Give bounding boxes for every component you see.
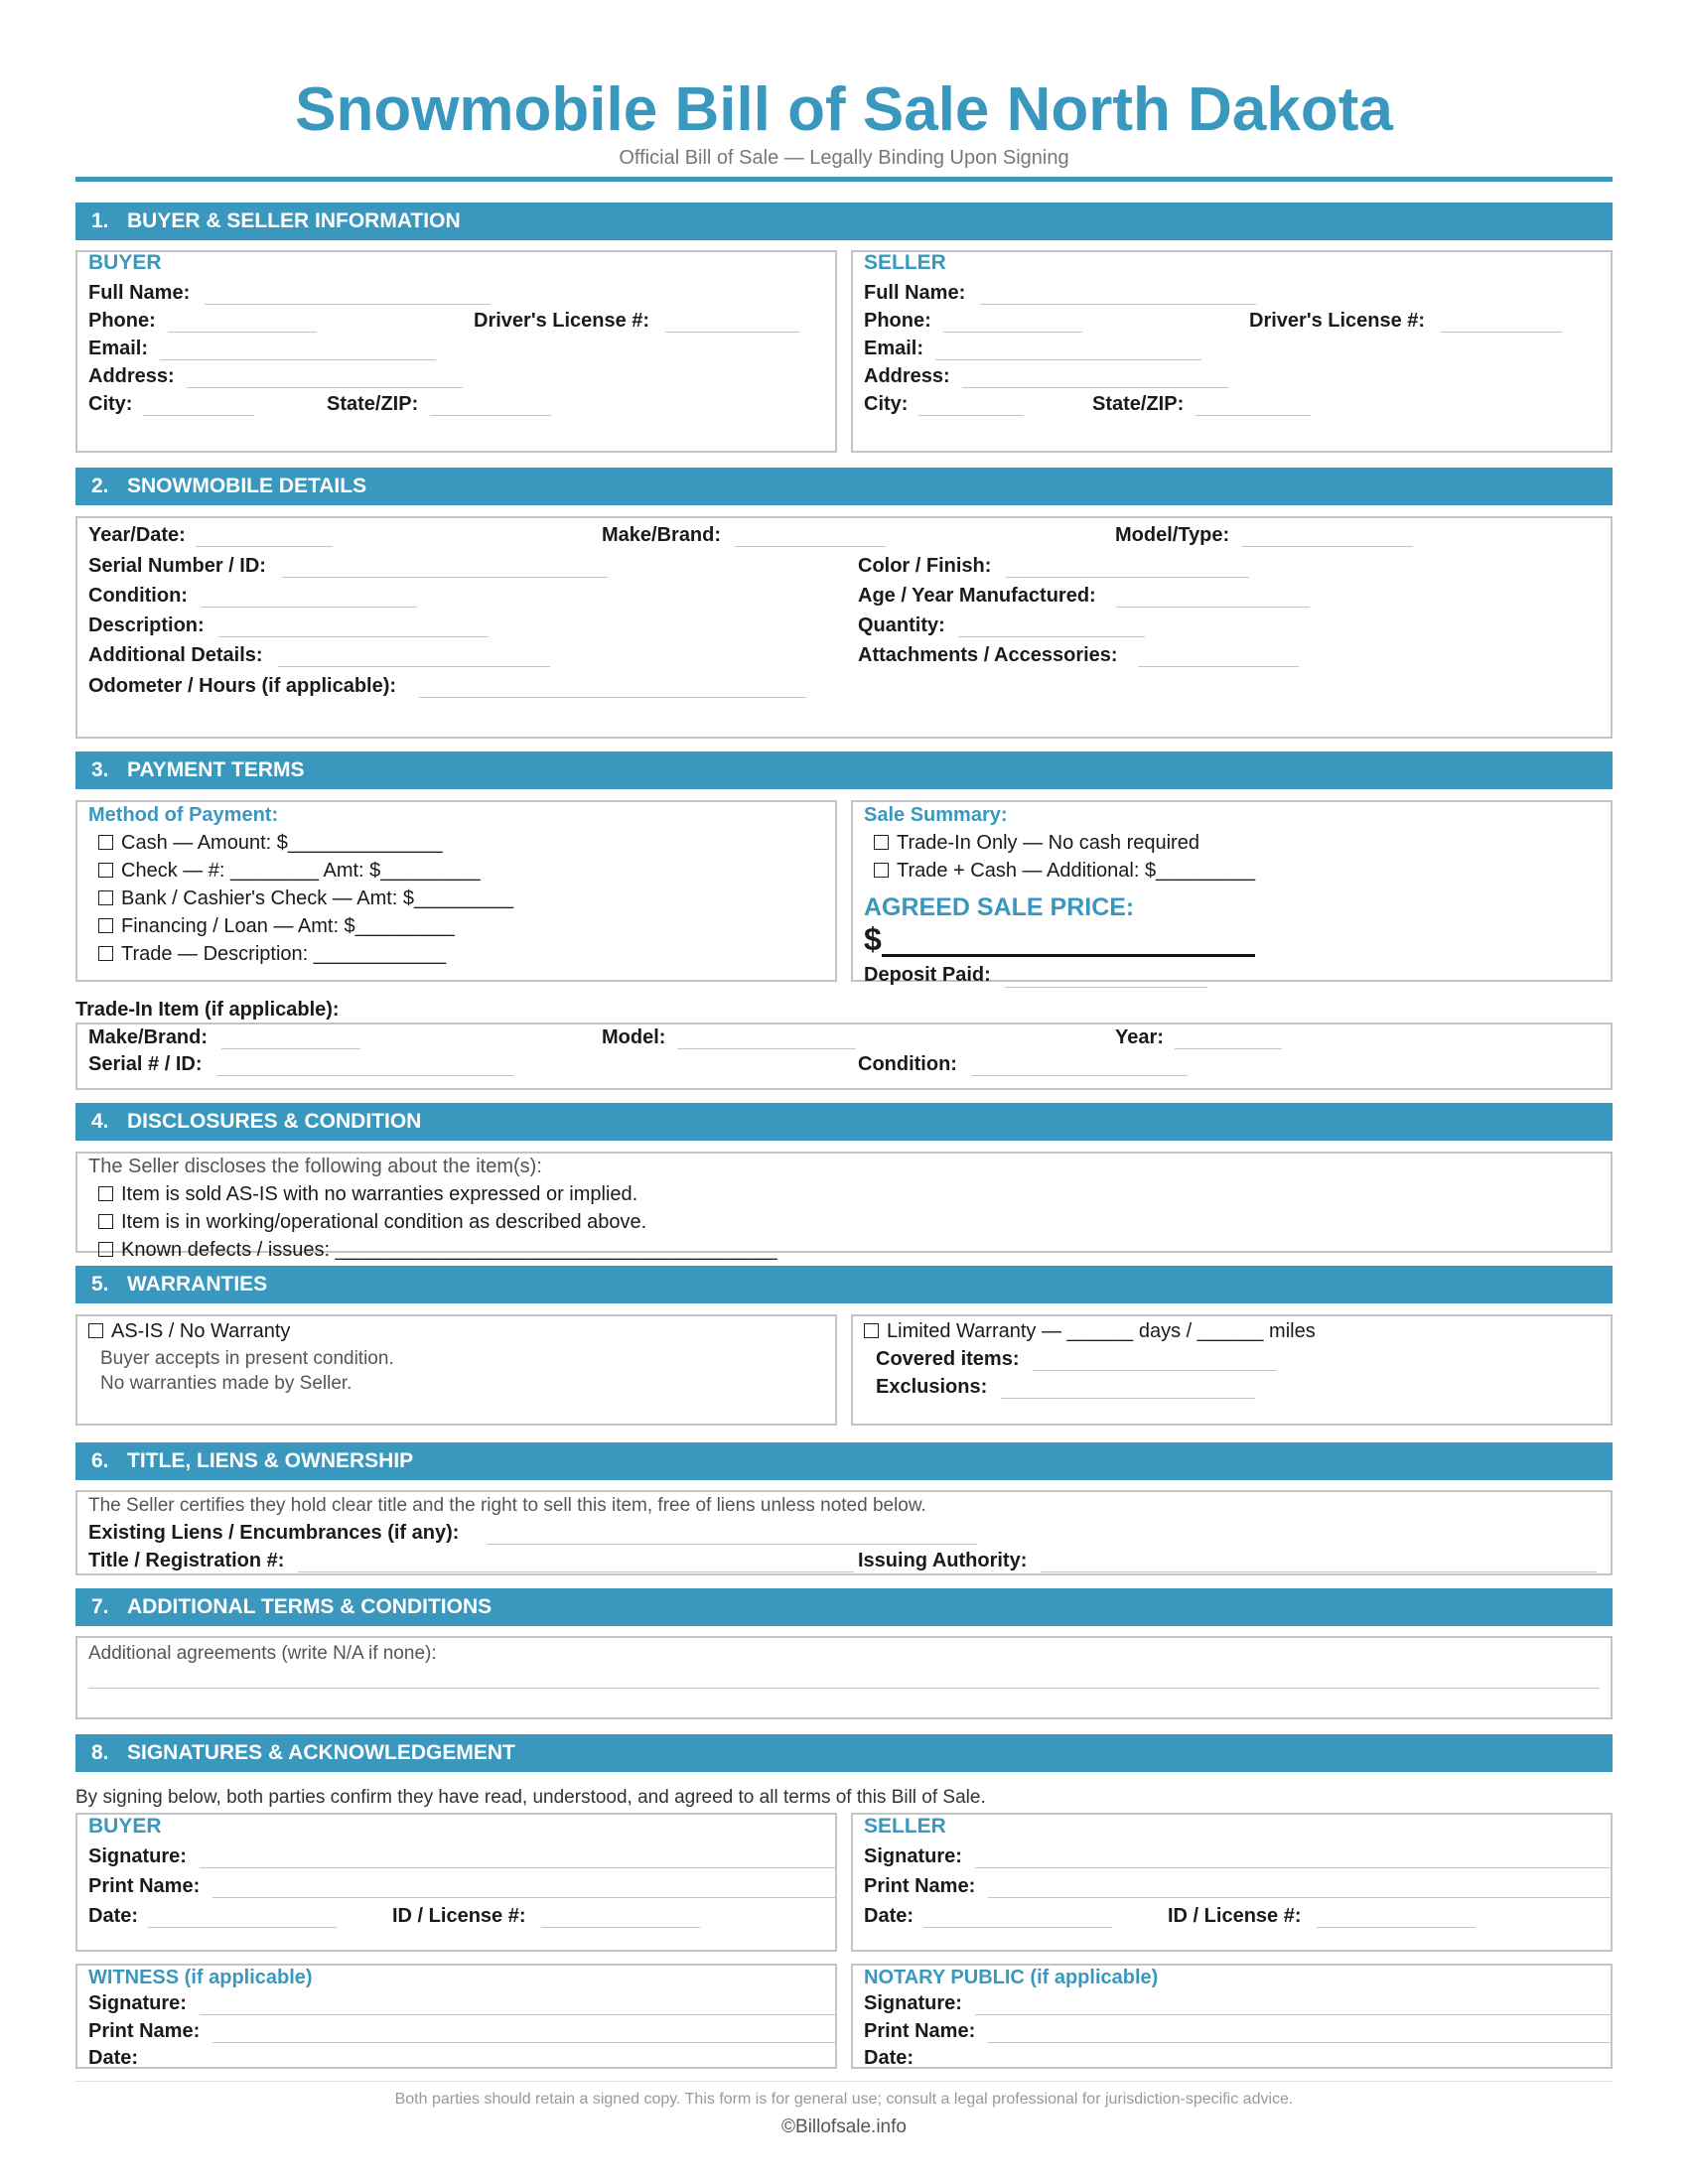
witness-signature-label: Signature: — [88, 1992, 187, 2014]
additional-agreements-label: Additional agreements (write N/A if none): — [88, 1643, 437, 1664]
make-brand-field[interactable] — [735, 546, 886, 547]
buyer-license-label: Driver's License #: — [474, 310, 650, 332]
trade-in-make-field[interactable] — [221, 1048, 360, 1049]
seller-phone-field[interactable] — [943, 332, 1082, 333]
seller-city-label: City: — [864, 393, 909, 415]
disclosure-working-condition[interactable]: Item is in working/operational condition as described above. — [98, 1210, 646, 1234]
disclosure-known-defects[interactable]: Known defects / issues: ________________________________________ — [98, 1238, 777, 1262]
existing-liens-field[interactable] — [487, 1544, 977, 1545]
existing-liens-label: Existing Liens / Encumbrances (if any): — [88, 1522, 460, 1544]
title-divider — [75, 177, 1613, 182]
buyer-signature-heading: BUYER — [88, 1815, 162, 1838]
seller-email-label: Email: — [864, 338, 924, 359]
seller-address-field[interactable] — [962, 387, 1228, 388]
notary-heading: NOTARY PUBLIC (if applicable) — [864, 1967, 1159, 1988]
trade-in-model-label: Model: — [602, 1026, 666, 1048]
serial-number-label: Serial Number / ID: — [88, 555, 266, 577]
agreed-sale-price-label: AGREED SALE PRICE: — [864, 893, 1135, 921]
payment-option-financing[interactable]: Financing / Loan — Amt: $_________ — [98, 914, 455, 938]
buyer-signature-label: Signature: — [88, 1845, 187, 1867]
seller-phone-label: Phone: — [864, 310, 931, 332]
seller-signature-field[interactable] — [975, 1867, 1611, 1868]
witness-print-name-field[interactable] — [212, 2042, 835, 2043]
checkbox[interactable] — [88, 1323, 103, 1338]
checkbox[interactable] — [874, 863, 889, 878]
covered-items-label: Covered items: — [876, 1348, 1020, 1370]
buyer-full-name-field[interactable] — [205, 304, 491, 305]
footer-divider — [75, 2081, 1613, 2082]
deposit-paid-field[interactable] — [1005, 987, 1207, 988]
odometer-label: Odometer / Hours (if applicable): — [88, 675, 397, 697]
trade-in-box — [75, 1023, 1613, 1090]
exclusions-label: Exclusions: — [876, 1376, 988, 1398]
age-year-field[interactable] — [1116, 607, 1310, 608]
warranty-limited-option[interactable]: Limited Warranty — ______ days / ______ miles — [864, 1319, 1316, 1343]
trade-in-serial-field[interactable] — [216, 1075, 514, 1076]
notary-signature-field[interactable] — [975, 2014, 1611, 2015]
additional-details-label: Additional Details: — [88, 644, 263, 666]
seller-signature-label: Signature: — [864, 1845, 962, 1867]
checkbox[interactable] — [874, 835, 889, 850]
sale-summary-heading: Sale Summary: — [864, 804, 1008, 826]
serial-number-field[interactable] — [282, 577, 608, 578]
payment-option-cash[interactable]: Cash — Amount: $______________ — [98, 831, 443, 855]
buyer-state-zip-field[interactable] — [430, 415, 551, 416]
model-type-label: Model/Type: — [1115, 524, 1230, 546]
seller-state-zip-label: State/ZIP: — [1092, 393, 1185, 415]
seller-full-name-label: Full Name: — [864, 282, 966, 304]
notary-print-name-label: Print Name: — [864, 2020, 976, 2042]
color-finish-field[interactable] — [1006, 577, 1249, 578]
seller-email-field[interactable] — [935, 359, 1201, 360]
deposit-paid-label: Deposit Paid: — [864, 964, 991, 986]
agreed-sale-price-field[interactable] — [882, 954, 1255, 957]
checkbox[interactable] — [864, 1323, 879, 1338]
seller-state-zip-field[interactable] — [1196, 415, 1311, 416]
seller-date-field[interactable] — [923, 1927, 1112, 1928]
seller-heading: SELLER — [864, 251, 946, 274]
description-field[interactable] — [218, 636, 489, 637]
quantity-field[interactable] — [958, 636, 1145, 637]
covered-items-field[interactable] — [1033, 1370, 1277, 1371]
description-label: Description: — [88, 614, 205, 636]
trade-in-condition-label: Condition: — [858, 1053, 957, 1075]
seller-id-license-field[interactable] — [1317, 1927, 1476, 1928]
exclusions-field[interactable] — [1001, 1398, 1255, 1399]
title-certification-text: The Seller certifies they hold clear title and the right to sell this item, free of liens unless noted below. — [88, 1495, 926, 1516]
notary-date-label: Date: — [864, 2047, 914, 2069]
dollar-sign: $ — [864, 921, 882, 957]
odometer-field[interactable] — [419, 697, 806, 698]
checkbox[interactable] — [98, 918, 113, 933]
seller-print-name-label: Print Name: — [864, 1875, 976, 1897]
seller-signature-heading: SELLER — [864, 1815, 946, 1838]
witness-date-field[interactable] — [148, 2067, 337, 2068]
quantity-label: Quantity: — [858, 614, 945, 636]
seller-full-name-field[interactable] — [980, 304, 1256, 305]
buyer-signature-field[interactable] — [200, 1867, 835, 1868]
buyer-address-label: Address: — [88, 365, 175, 387]
payment-method-heading: Method of Payment: — [88, 804, 279, 826]
witness-print-name-label: Print Name: — [88, 2020, 201, 2042]
summary-option-trade-in-only[interactable]: Trade-In Only — No cash required — [874, 831, 1199, 855]
section-header-buyer-seller: 1. BUYER & SELLER INFORMATION — [75, 203, 1613, 240]
as-is-note-2: No warranties made by Seller. — [100, 1373, 352, 1394]
payment-option-bank[interactable]: Bank / Cashier's Check — Amt: $_________ — [98, 887, 513, 910]
footer-copyright: ©Billofsale.info — [781, 2116, 907, 2137]
buyer-print-name-label: Print Name: — [88, 1875, 201, 1897]
as-is-note-1: Buyer accepts in present condition. — [100, 1348, 394, 1369]
notary-date-field[interactable] — [923, 2067, 1112, 2068]
checkbox[interactable] — [98, 1186, 113, 1201]
buyer-date-label: Date: — [88, 1905, 139, 1927]
buyer-id-license-field[interactable] — [541, 1927, 700, 1928]
seller-license-label: Driver's License #: — [1249, 310, 1426, 332]
checkbox[interactable] — [98, 946, 113, 961]
attachments-field[interactable] — [1138, 666, 1299, 667]
color-finish-label: Color / Finish: — [858, 555, 992, 577]
seller-city-field[interactable] — [918, 415, 1024, 416]
attachments-label: Attachments / Accessories: — [858, 644, 1118, 666]
model-type-field[interactable] — [1242, 546, 1413, 547]
trade-in-make-label: Make/Brand: — [88, 1026, 209, 1048]
trade-in-condition-field[interactable] — [971, 1075, 1188, 1076]
notary-signature-label: Signature: — [864, 1992, 962, 2014]
section-header-snowmobile-details: 2. SNOWMOBILE DETAILS — [75, 468, 1613, 505]
year-date-label: Year/Date: — [88, 524, 186, 546]
buyer-email-label: Email: — [88, 338, 149, 359]
payment-option-trade[interactable]: Trade — Description: ____________ — [98, 942, 446, 966]
witness-date-label: Date: — [88, 2047, 139, 2069]
buyer-phone-label: Phone: — [88, 310, 156, 332]
year-date-field[interactable] — [196, 546, 333, 547]
section-header-disclosures: 4. DISCLOSURES & CONDITION — [75, 1103, 1613, 1141]
make-brand-label: Make/Brand: — [602, 524, 722, 546]
witness-signature-field[interactable] — [200, 2014, 835, 2015]
payment-option-check[interactable]: Check — #: ________ Amt: $_________ — [98, 859, 480, 883]
buyer-print-name-field[interactable] — [212, 1897, 835, 1898]
seller-date-label: Date: — [864, 1905, 914, 1927]
additional-details-field[interactable] — [278, 666, 550, 667]
trade-in-model-field[interactable] — [677, 1048, 856, 1049]
condition-field[interactable] — [201, 607, 417, 608]
buyer-state-zip-label: State/ZIP: — [327, 393, 419, 415]
additional-agreements-field[interactable] — [88, 1688, 1600, 1689]
checkbox[interactable] — [98, 835, 113, 850]
buyer-license-field[interactable] — [665, 332, 799, 333]
title-registration-field[interactable] — [298, 1571, 854, 1572]
snowmobile-details-box — [75, 516, 1613, 739]
seller-address-label: Address: — [864, 365, 950, 387]
seller-print-name-field[interactable] — [988, 1897, 1611, 1898]
buyer-date-field[interactable] — [148, 1927, 337, 1928]
issuing-authority-label: Issuing Authority: — [858, 1550, 1028, 1571]
checkbox[interactable] — [98, 863, 113, 878]
warranty-as-is-option[interactable]: AS-IS / No Warranty — [88, 1319, 290, 1343]
buyer-address-field[interactable] — [187, 387, 463, 388]
witness-heading: WITNESS (if applicable) — [88, 1967, 313, 1988]
buyer-id-license-label: ID / License #: — [392, 1905, 526, 1927]
disclosures-intro: The Seller discloses the following about the item(s): — [88, 1156, 542, 1177]
buyer-email-field[interactable] — [160, 359, 436, 360]
footer-note: Both parties should retain a signed copy. This form is for general use; consult a legal professional for jurisdiction-specific advice. — [394, 2091, 1294, 2108]
summary-option-trade-cash[interactable]: Trade + Cash — Additional: $_________ — [874, 859, 1255, 883]
title-registration-label: Title / Registration #: — [88, 1550, 285, 1571]
issuing-authority-field[interactable] — [1041, 1571, 1597, 1572]
buyer-full-name-label: Full Name: — [88, 282, 191, 304]
page-title: Snowmobile Bill of Sale North Dakota — [295, 75, 1393, 144]
checkbox[interactable] — [98, 1214, 113, 1229]
buyer-heading: BUYER — [88, 251, 162, 274]
section-header-additional-terms: 7. ADDITIONAL TERMS & CONDITIONS — [75, 1588, 1613, 1626]
notary-print-name-field[interactable] — [988, 2042, 1611, 2043]
trade-in-year-label: Year: — [1115, 1026, 1164, 1048]
seller-license-field[interactable] — [1441, 332, 1562, 333]
buyer-city-label: City: — [88, 393, 133, 415]
seller-id-license-label: ID / License #: — [1168, 1905, 1302, 1927]
trade-in-heading: Trade-In Item (if applicable): — [75, 999, 340, 1021]
signatures-intro: By signing below, both parties confirm they have read, understood, and agreed to all terms of this Bill of Sale. — [75, 1787, 986, 1808]
disclosure-as-is[interactable]: Item is sold AS-IS with no warranties expressed or implied. — [98, 1182, 637, 1206]
page-subtitle: Official Bill of Sale — Legally Binding Upon Signing — [619, 147, 1069, 169]
trade-in-serial-label: Serial # / ID: — [88, 1053, 203, 1075]
section-header-warranties: 5. WARRANTIES — [75, 1266, 1613, 1303]
age-year-label: Age / Year Manufactured: — [858, 585, 1096, 607]
checkbox[interactable] — [98, 890, 113, 905]
buyer-city-field[interactable] — [143, 415, 254, 416]
section-header-signatures: 8. SIGNATURES & ACKNOWLEDGEMENT — [75, 1734, 1613, 1772]
condition-label: Condition: — [88, 585, 188, 607]
trade-in-year-field[interactable] — [1175, 1048, 1282, 1049]
section-header-title-liens: 6. TITLE, LIENS & OWNERSHIP — [75, 1442, 1613, 1480]
buyer-phone-field[interactable] — [168, 332, 317, 333]
checkbox[interactable] — [98, 1242, 113, 1257]
section-header-payment-terms: 3. PAYMENT TERMS — [75, 751, 1613, 789]
